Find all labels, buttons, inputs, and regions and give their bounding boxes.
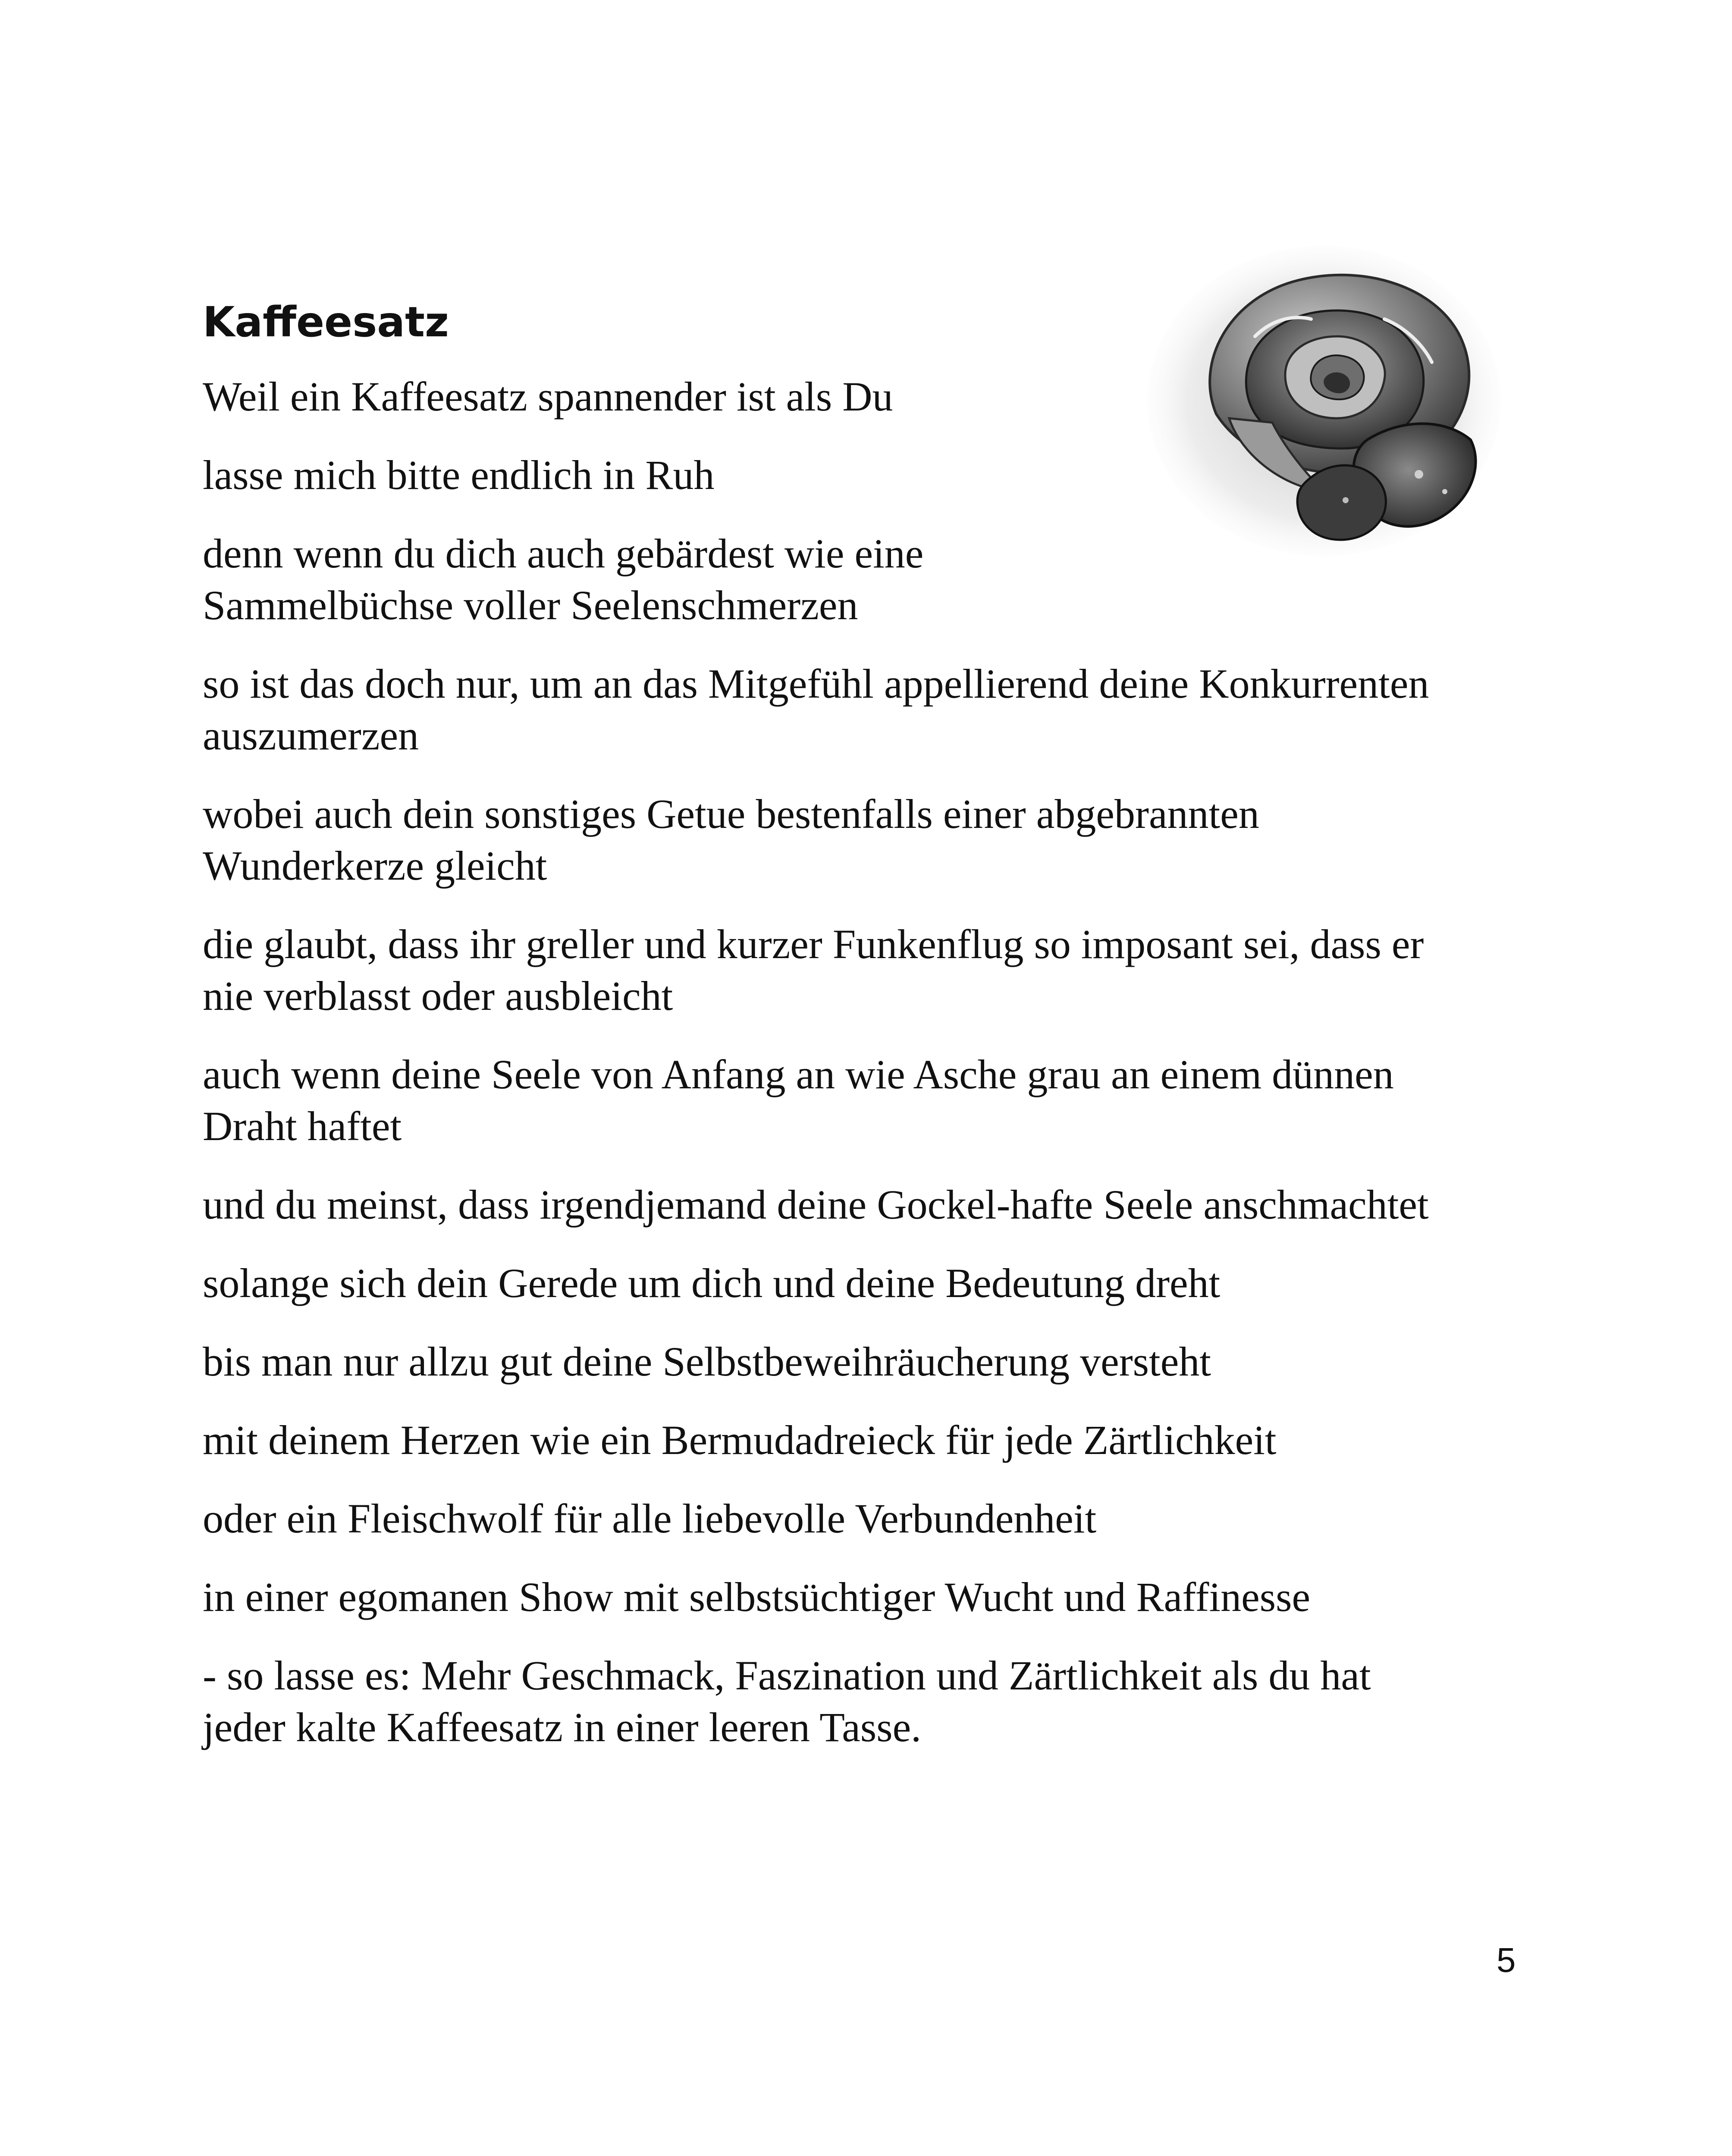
poem-stanza bbox=[203, 1493, 1540, 1545]
page-number: 5 bbox=[1497, 1941, 1516, 1979]
poem-line: lasse mich bitte endlich in Ruh bbox=[203, 452, 715, 498]
poem-stanza bbox=[203, 371, 1540, 423]
poem-stanza bbox=[203, 528, 1540, 631]
poem-line: nie verblasst oder ausbleicht bbox=[203, 973, 673, 1019]
poem-stanza bbox=[203, 658, 1540, 761]
poem-line: mit deinem Herzen wie ein Bermudadreieck für jede Zärtlichkeit bbox=[203, 1417, 1277, 1463]
poem-stanza bbox=[203, 1650, 1540, 1753]
poem-line: denn wenn du dich auch gebärdest wie eine bbox=[203, 530, 924, 577]
poem-line: solange sich dein Gerede um dich und deine Bedeutung dreht bbox=[203, 1260, 1221, 1306]
poem-line: auszumerzen bbox=[203, 712, 419, 758]
poem-stanza bbox=[203, 1049, 1540, 1152]
poem-line: oder ein Fleischwolf für alle liebevolle Verbundenheit bbox=[203, 1495, 1097, 1542]
poem-line: auch wenn deine Seele von Anfang an wie Asche grau an einem dünnen bbox=[203, 1051, 1394, 1097]
poem-line: und du meinst, dass irgendjemand deine Gockel-hafte Seele anschmachtet bbox=[203, 1181, 1429, 1228]
poem-line: in einer egomanen Show mit selbstsüchtiger Wucht und Raffinesse bbox=[203, 1574, 1311, 1620]
poem-stanza bbox=[203, 449, 1540, 501]
poem-line: wobei auch dein sonstiges Getue bestenfalls einer abgebrannten bbox=[203, 791, 1259, 837]
poem-line: Sammelbüchse voller Seelenschmerzen bbox=[203, 582, 858, 628]
poem-body bbox=[203, 371, 1540, 1780]
poem-stanza bbox=[203, 918, 1540, 1022]
poem-line: jeder kalte Kaffeesatz in einer leeren Tasse. bbox=[203, 1704, 922, 1750]
poem-stanza bbox=[203, 1257, 1540, 1309]
poem-line: Draht haftet bbox=[203, 1103, 402, 1149]
poem-title: Kaffeesatz bbox=[203, 298, 449, 346]
poem-line: Wunderkerze gleicht bbox=[203, 843, 547, 889]
poem-line: so ist das doch nur, um an das Mitgefühl appellierend deine Konkurrenten bbox=[203, 661, 1429, 707]
poem-stanza bbox=[203, 1179, 1540, 1231]
poem-line: die glaubt, dass ihr greller und kurzer Funkenflug so imposant sei, dass er bbox=[203, 921, 1424, 967]
poem-stanza bbox=[203, 1571, 1540, 1623]
poem-line: bis man nur allzu gut deine Selbstbeweihräucherung versteht bbox=[203, 1338, 1211, 1385]
poem-line: - so lasse es: Mehr Geschmack, Faszination und Zärtlichkeit als du hat bbox=[203, 1652, 1371, 1698]
poem-stanza bbox=[203, 1336, 1540, 1388]
poem-stanza bbox=[203, 788, 1540, 892]
poem-stanza bbox=[203, 1414, 1540, 1466]
poem-line: Weil ein Kaffeesatz spannender ist als Du bbox=[203, 373, 893, 420]
